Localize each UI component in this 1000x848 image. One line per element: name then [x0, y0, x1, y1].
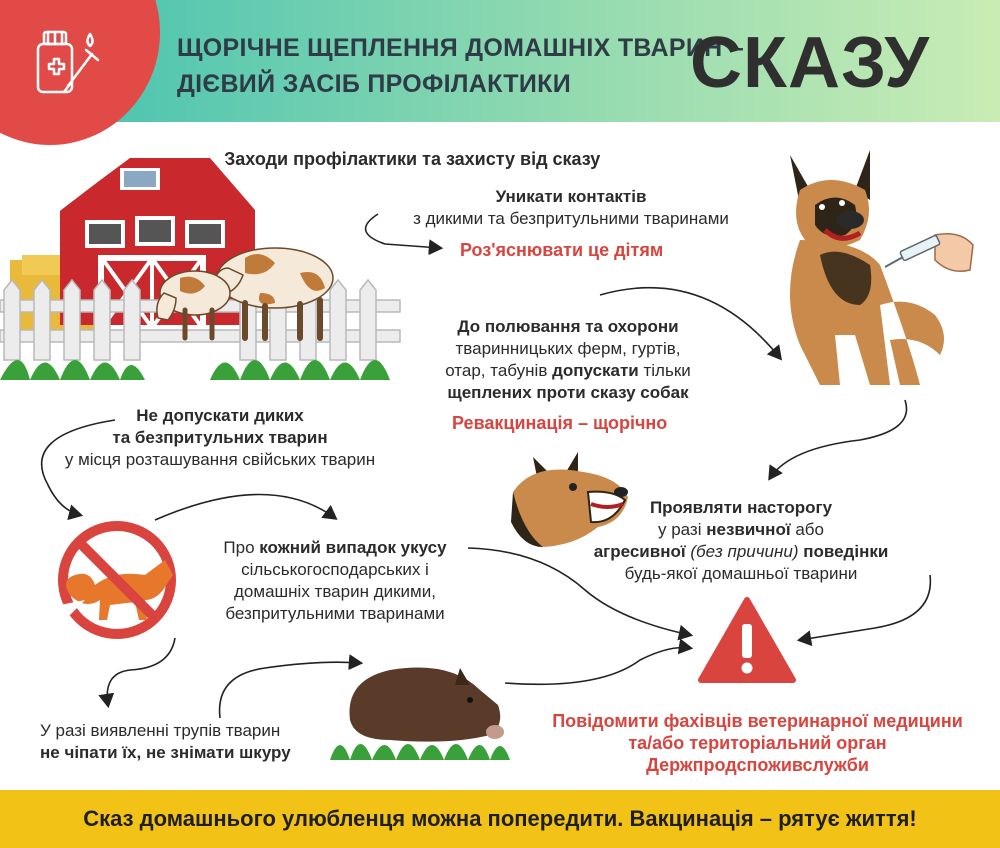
caution-line3b: (без причини): [685, 542, 804, 561]
header-title-big: СКАЗУ: [690, 23, 931, 103]
corpses-line1: У разі виявленні трупів тварин: [40, 721, 281, 740]
caution-line2a: у разі: [657, 520, 707, 539]
report-line3: Держпродспоживслужби: [646, 755, 869, 775]
block-hunting: [418, 316, 718, 404]
report-line1: Повідомити фахівців ветеринарної медицини: [552, 711, 963, 731]
syringe-icon: [885, 225, 975, 285]
corpses-line2: не чіпати їх, не знімати шкуру: [40, 743, 291, 762]
vaccine-icon: [28, 24, 106, 102]
wild-line1: Не допускати диких: [136, 406, 304, 425]
cow-icon: [150, 238, 340, 348]
page-subtitle: Заходи профілактики та захисту від сказу: [224, 149, 601, 169]
bite-line3: домашніх тварин дикими,: [234, 582, 436, 601]
bite-line1a: Про: [223, 538, 260, 557]
bite-line4: безпритульними тваринами: [225, 604, 445, 623]
boar-icon: [330, 650, 510, 760]
block-corpses: [40, 720, 291, 764]
caution-line3c: поведінки: [803, 542, 889, 561]
header-title-line1: ЩОРІЧНЕ ЩЕПЛЕННЯ ДОМАШНІХ ТВАРИН –: [177, 34, 744, 62]
caution-line2c: або: [790, 520, 824, 539]
contacts-title: Уникати контактів: [495, 187, 647, 206]
block-bite: [190, 537, 480, 625]
block-caution: [576, 497, 906, 585]
block-contacts: [397, 186, 745, 230]
no-fox-icon: [55, 520, 185, 640]
bite-line1b: кожний випадок укусу: [259, 538, 447, 557]
contacts-red: Роз'яснювати це дітям: [460, 240, 664, 260]
caution-line4: будь-якої домашньої тварини: [624, 564, 858, 583]
contacts-text: з дикими та безпритульними тваринами: [413, 209, 729, 228]
hunting-line4: щеплених проти сказу собак: [447, 383, 689, 402]
footer-text: Сказ домашнього улюбленця можна попередити. Вакцинація – рятує життя!: [83, 806, 917, 831]
block-report: [530, 710, 985, 776]
caution-line1: Проявляти насторогу: [649, 498, 833, 517]
hunting-line2: тваринницьких ферм, гуртів,: [455, 339, 681, 358]
caution-line2b: незвичної: [706, 520, 791, 539]
report-line2: та/або територіальний орган: [628, 733, 887, 753]
hunting-line3b: допускати: [552, 361, 639, 380]
hunting-red: Ревакцинація – щорічно: [452, 413, 668, 433]
hunting-line3c: тільки: [638, 361, 691, 380]
wild-line2: та безпритульних тварин: [112, 428, 328, 447]
hunting-line3a: отар, табунів: [445, 361, 553, 380]
hunting-line1: До полювання та охорони: [457, 317, 679, 336]
header-title-line2: ДІЄВИЙ ЗАСІБ ПРОФІЛАКТИКИ: [177, 70, 571, 98]
footer-banner: [0, 790, 1000, 848]
block-wild: [40, 405, 400, 471]
wild-line3: у місця розташування свійських тварин: [64, 450, 376, 469]
bite-line2: сільськогосподарських і: [241, 560, 429, 579]
warning-icon: [697, 596, 797, 686]
caution-line3a: агресивної: [593, 542, 686, 561]
